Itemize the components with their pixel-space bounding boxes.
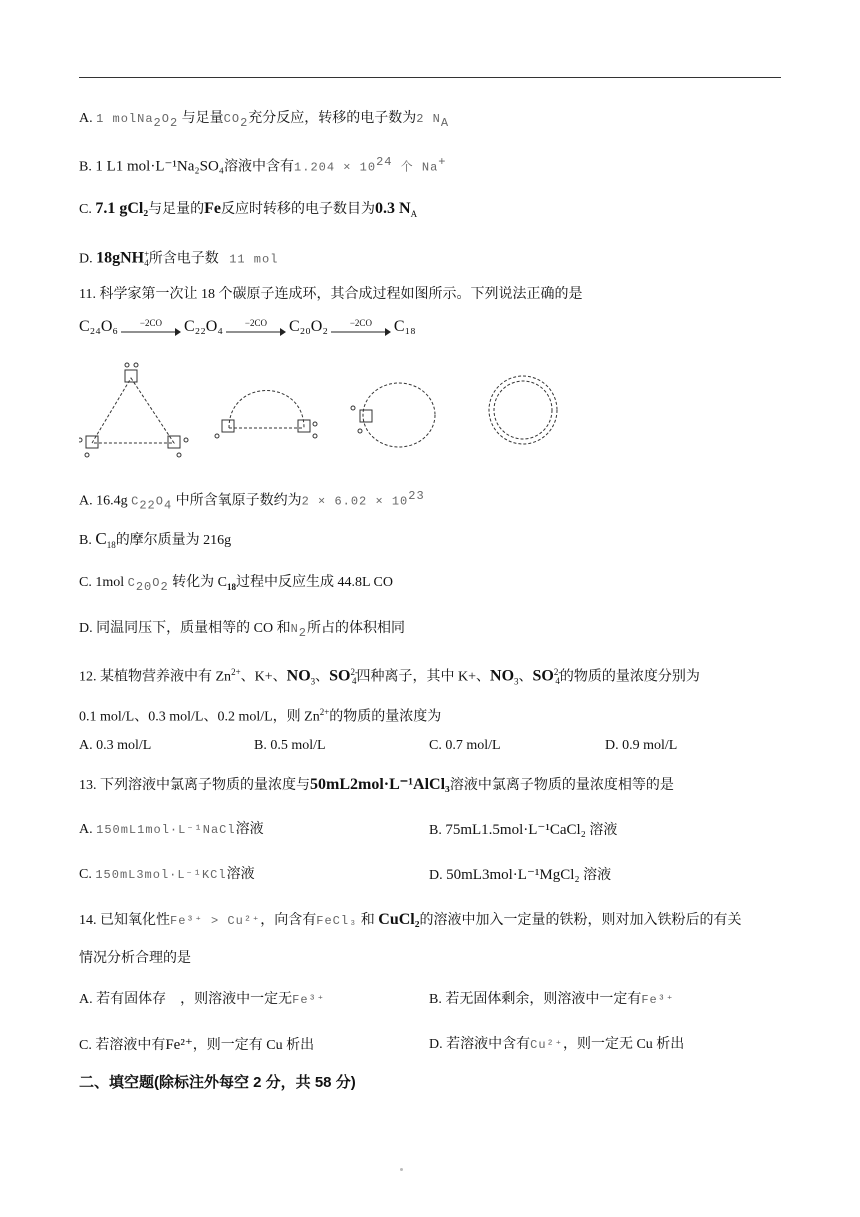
q11-option-b: B. $C_{18}$的摩尔质量为 216g bbox=[79, 529, 232, 550]
species-c22o4: C₂₂O₄ bbox=[183, 318, 223, 335]
species-c24o6: C₂₄O₆ bbox=[79, 318, 118, 335]
structure-c18 bbox=[489, 376, 557, 444]
q14-option-b: B. 若无固体剩余，则溶液中一定有Fe³⁺ bbox=[429, 992, 675, 1007]
reaction-arrow: −2CO bbox=[121, 318, 181, 336]
q13-option-a: A. 150mL1mol·L⁻¹NaCl溶液 bbox=[79, 822, 264, 837]
q12-option-b: B. 0.5 mol/L bbox=[254, 738, 326, 753]
carbon-ring-synthesis-figure bbox=[79, 358, 579, 468]
reaction-arrow: −2CO bbox=[331, 318, 391, 336]
q13-option-c: C. 150mL3mol·L⁻¹KCl溶液 bbox=[79, 867, 255, 882]
q10-option-c: C. 7.1 gCl₂与足量的Fe反应时转移的电子数目为0.3 $N_A$ bbox=[79, 200, 418, 219]
q10-option-b: B. 1 L1 mol·L⁻¹Na₂SO₄溶液中含有$1.204 \times 10^{24}$ 个 Na+ bbox=[79, 155, 447, 175]
species-c18: C₁₈ bbox=[393, 318, 416, 335]
section-heading: 二、填空题(除标注外每空 2 分，共 58 分) bbox=[79, 1074, 356, 1091]
reaction-arrow: −2CO bbox=[226, 318, 286, 336]
q11-stem: 11. 科学家第一次让 18 个碳原子连成环，其合成过程如图所示。下列说法正确的是 bbox=[79, 287, 583, 302]
q11-option-c: C. 1mol $C_{20}O_2$ 转化为 $C_{18}$过程中反应生成 44.8L CO bbox=[79, 575, 393, 594]
q14-option-a: A. 若有固体存 ，则溶液中一定无Fe³⁺ bbox=[79, 992, 325, 1007]
structure-c24o6 bbox=[79, 363, 188, 457]
q11-reaction-equation bbox=[79, 318, 416, 336]
q13-option-b: B. 75mL1.5mol·L⁻¹CaCl₂ 溶液 bbox=[429, 822, 618, 838]
q12-stem-line2: 0.1 mol/L、0.3 mol/L、0.2 mol/L，则 $Zn^{2+}$的物质的量浓度为 bbox=[79, 707, 442, 725]
q13-option-d: D. 50mL3mol·L⁻¹MgCl₂ 溶液 bbox=[429, 867, 612, 883]
structure-c22o4 bbox=[215, 391, 317, 439]
q14-stem-line1: 14. 已知氧化性Fe³⁺ > Cu²⁺，向含有FeCl₃ 和 CuCl₂的溶液中加入一定量的铁粉，则对加入铁粉后的有关 bbox=[79, 911, 742, 928]
q10-option-d: D. 18gNH+$_4$所含电子数 11 mol bbox=[79, 249, 279, 269]
q12-stem-line1: 12. 某植物营养液中有 $Zn^{2+}$、K+、$NO_3$、$SO^{2-}_4$四种离子，其中 K+、$NO_3$、$SO^{2-}_4$的物质的量浓度分别为 bbox=[79, 667, 700, 687]
q10-option-a: A. 1 $molNa_2O_2$ 与足量$CO_2$充分反应，转移的电子数为2 $N_A$ bbox=[79, 111, 450, 130]
q14-option-d: D. 若溶液中含有Cu²⁺，则一定无 Cu 析出 bbox=[429, 1037, 685, 1052]
species-c20o2: C₂₀O₂ bbox=[288, 318, 328, 335]
q12-option-a: A. 0.3 mol/L bbox=[79, 738, 152, 753]
structure-c20o2 bbox=[351, 383, 435, 447]
header-rule bbox=[79, 77, 781, 78]
q14-stem-line2: 情况分析合理的是 bbox=[79, 951, 191, 966]
q11-option-d: D. 同温同压下，质量相等的 CO 和$N_2$所占的体积相同 bbox=[79, 621, 405, 640]
q11-option-a: A. 16.4g $C_{22}O_4$ 中所含氧原子数约为$2 \times 6.02 \times 10^{23}$ bbox=[79, 489, 425, 513]
q12-option-d: D. 0.9 mol/L bbox=[605, 738, 678, 753]
scan-dot bbox=[400, 1168, 403, 1171]
q13-stem: 13. 下列溶液中氯离子物质的量浓度与50mL2mol·L⁻¹AlCl₃溶液中氯离子物质的量浓度相等的是 bbox=[79, 776, 674, 793]
q14-option-c: C. 若溶液中有Fe²⁺，则一定有 Cu 析出 bbox=[79, 1037, 315, 1053]
q12-option-c: C. 0.7 mol/L bbox=[429, 738, 501, 753]
